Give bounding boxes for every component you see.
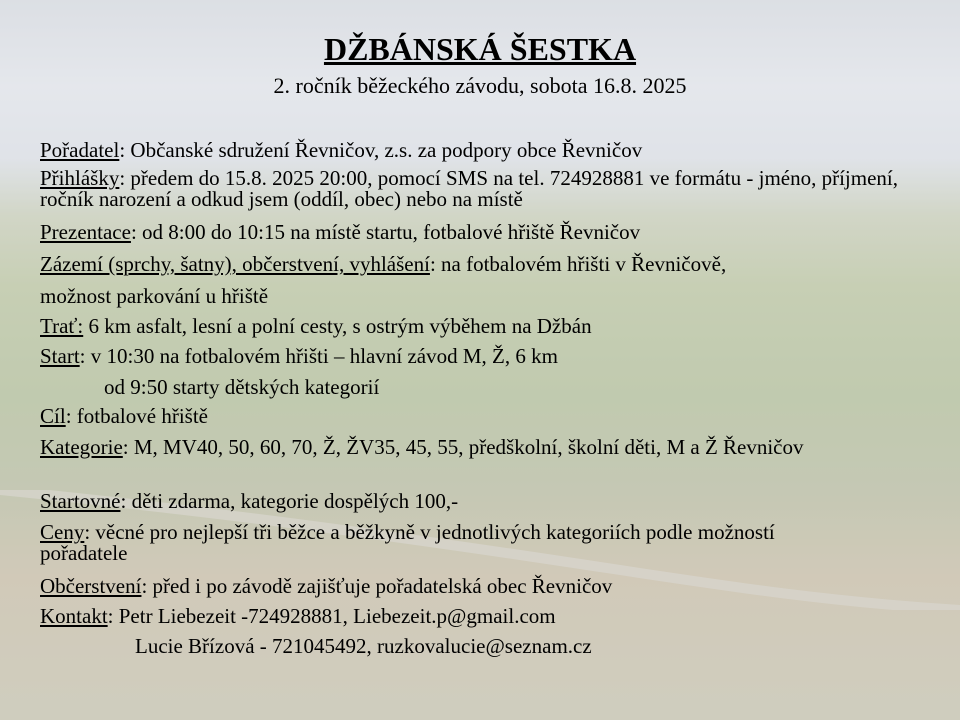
row-text: 6 km asfalt, lesní a polní cesty, s ostrým výběhem na Džbán (83, 314, 592, 338)
row-label: Prezentace (40, 220, 131, 244)
row-text: : na fotbalovém hřišti v Řevničově, (429, 252, 727, 276)
row-label: Ceny (40, 520, 85, 544)
row-prezentace (40, 222, 930, 243)
row-text: : v 10:30 na fotbalovém hřišti – hlavní závod M, Ž, 6 km (79, 344, 558, 368)
row-text: : Občanské sdružení Řevničov, z.s. za podpory obce Řevničov (119, 138, 643, 162)
row-label: Start (40, 344, 80, 368)
row-text: : Petr Liebezeit -724928881, Liebezeit.p@gmail.com (107, 604, 556, 628)
row-text: : předem do 15.8. 2025 20:00, pomocí SMS na tel. 724928881 ve formátu - jméno, příjmení, ročník narození a odkud jsem (oddíl, obec) nebo na místě (40, 166, 898, 211)
row-label: Kategorie (40, 435, 123, 459)
row-kontakt (40, 606, 930, 627)
row-label: Startovné (40, 489, 121, 513)
row-startovne (40, 491, 930, 512)
row-label: Přihlášky (40, 166, 120, 190)
row-poradatel (40, 140, 930, 161)
row-prihlasky (40, 168, 920, 210)
row-text: možnost parkování u hřiště (40, 284, 269, 308)
row-kategorie (40, 437, 890, 458)
row-start-children (104, 377, 960, 398)
row-kontakt-second (135, 636, 960, 657)
row-cil (40, 406, 930, 427)
row-label: Cíl (40, 404, 66, 428)
row-label: Pořadatel (40, 138, 120, 162)
row-ceny (40, 522, 840, 564)
row-text: od 9:50 starty dětských kategorií (104, 375, 380, 399)
row-text: : před i po závodě zajišťuje pořadatelská obec Řevničov (141, 574, 613, 598)
row-text: Lucie Břízová - 721045492, ruzkovalucie@seznam.cz (135, 634, 592, 658)
row-text: : děti zdarma, kategorie dospělých 100,- (120, 489, 459, 513)
row-label: Trať: (40, 314, 84, 338)
row-start (40, 346, 930, 367)
row-text: : M, MV40, 50, 60, 70, Ž, ŽV35, 45, 55, předškolní, školní děti, M a Ž Řevničov (122, 435, 804, 459)
row-label: Občerstvení (40, 574, 142, 598)
row-text: : věcné pro nejlepší tři běžce a běžkyně v jednotlivých kategoriích podle možností pořadatele (40, 520, 775, 565)
row-zazemi (40, 254, 930, 275)
row-text: : od 8:00 do 10:15 na místě startu, fotbalové hřiště Řevničov (130, 220, 641, 244)
page-subtitle: 2. ročník běžeckého závodu, sobota 16.8. 2025 (273, 73, 687, 98)
row-text: : fotbalové hřiště (65, 404, 208, 428)
page-title: DŽBÁNSKÁ ŠESTKA (323, 31, 637, 67)
row-obcerstveni (40, 576, 930, 597)
row-label: Kontakt (40, 604, 108, 628)
row-label: Zázemí (sprchy, šatny), občerstvení, vyhlášení (40, 252, 430, 276)
row-trat (40, 316, 930, 337)
row-parkovani (40, 286, 930, 307)
